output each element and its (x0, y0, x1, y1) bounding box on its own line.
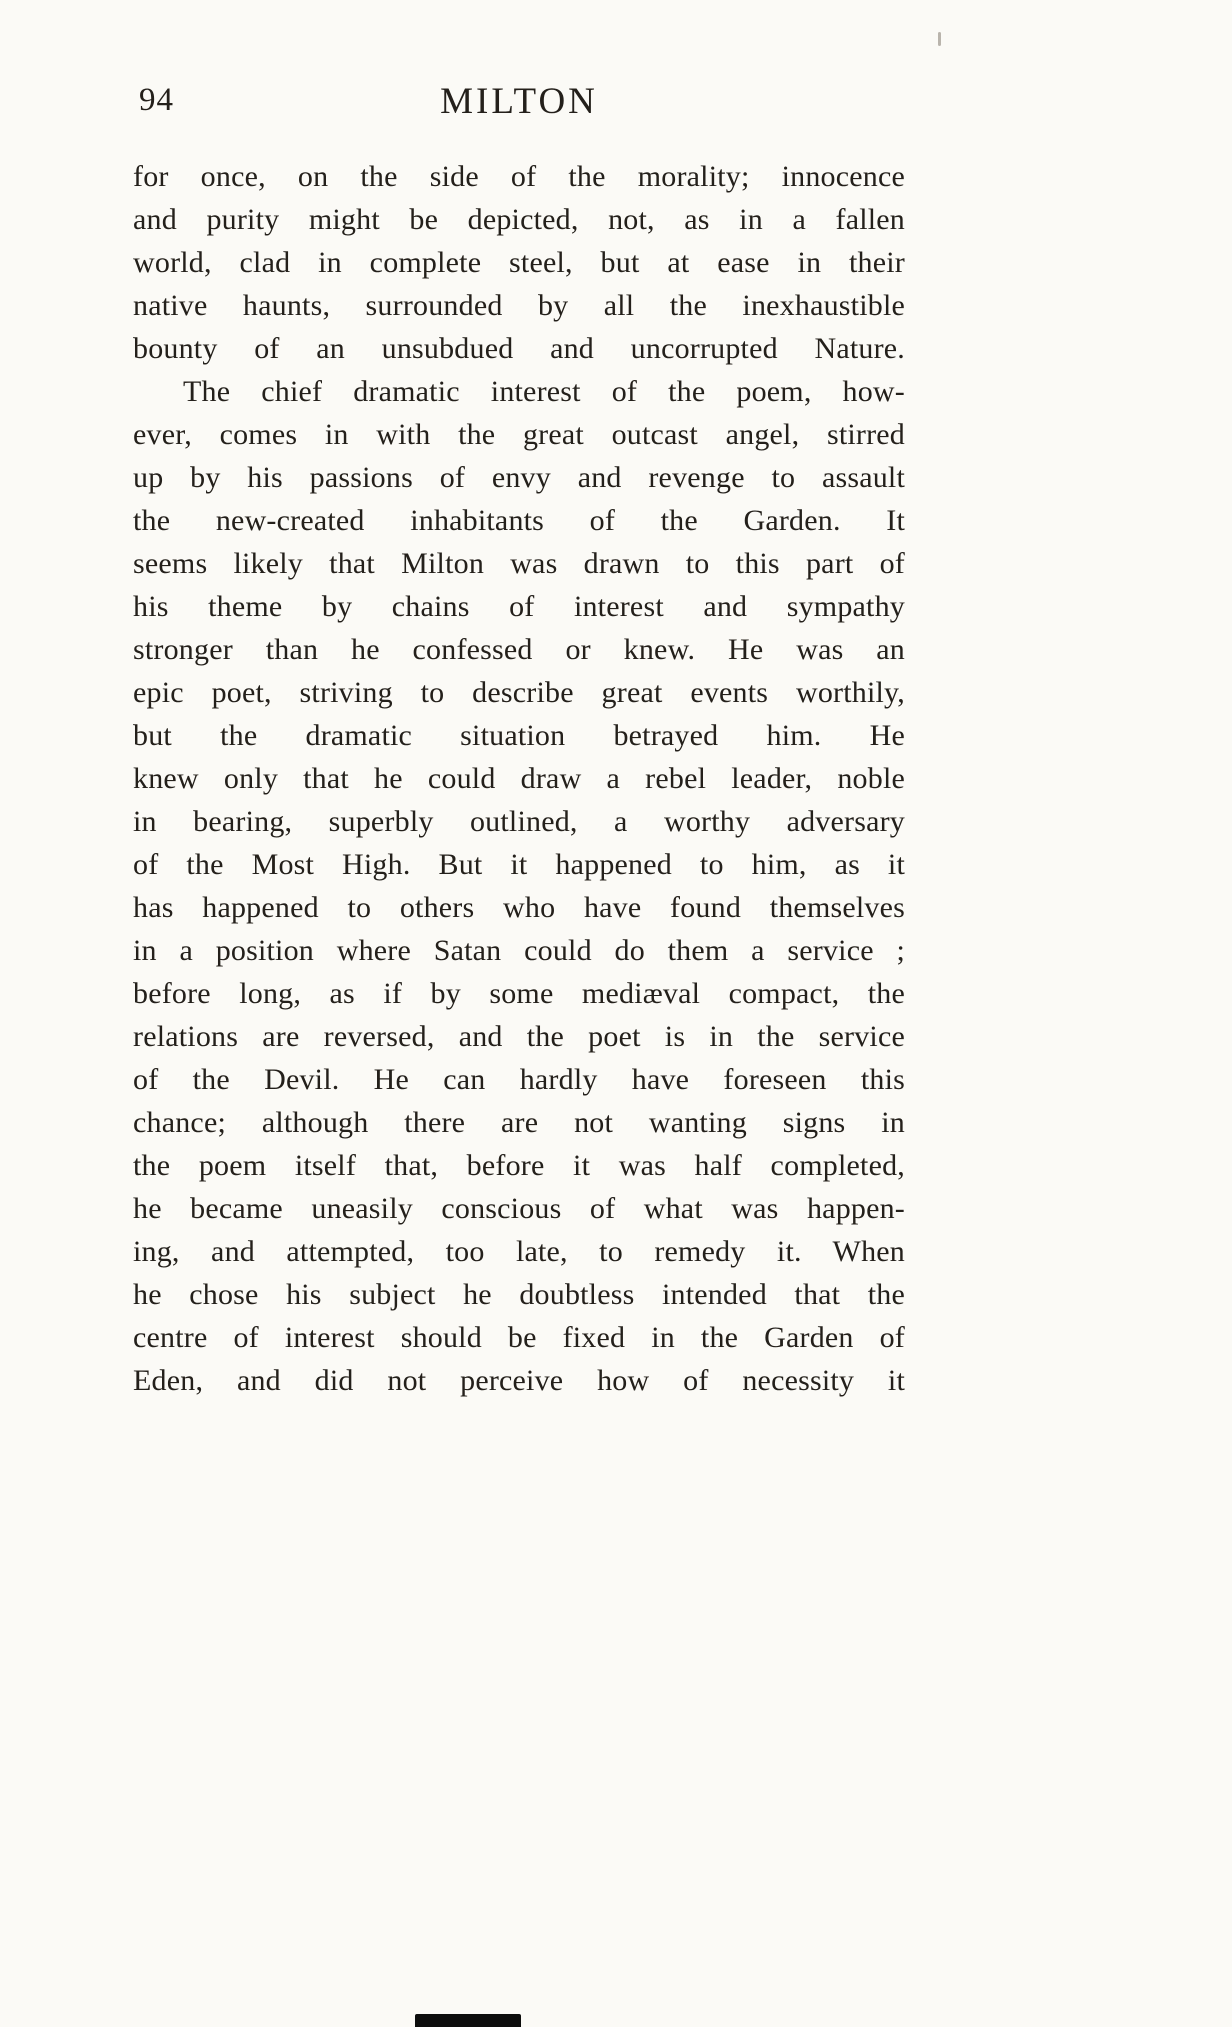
text-line: and purity might be depicted, not, as in a fallen (133, 203, 905, 236)
text-line: for once, on the side of the morality; innocence (133, 160, 905, 193)
text-line: knew only that he could draw a rebel leader, noble (133, 762, 905, 795)
scan-artifact (415, 2014, 521, 2027)
text-line: has happened to others who have found themselves (133, 891, 905, 924)
paragraph (133, 155, 905, 370)
text-line: the new-created inhabitants of the Garden. It (133, 504, 905, 537)
paragraph (133, 370, 905, 1402)
text-line: in a position where Satan could do them a service ; (133, 934, 905, 967)
text-line: native haunts, surrounded by all the inexhaustible (133, 289, 905, 322)
page-header (133, 80, 905, 124)
text-line: but the dramatic situation betrayed him. He (133, 719, 905, 752)
text-line: of the Devil. He can hardly have foreseen this (133, 1063, 905, 1096)
text-line: before long, as if by some mediæval compact, the (133, 977, 905, 1010)
text-line: ing, and attempted, too late, to remedy it. When (133, 1235, 905, 1268)
text-line: bounty of an unsubdued and uncorrupted Nature. (133, 332, 905, 365)
text-line: up by his passions of envy and revenge to assault (133, 461, 905, 494)
page-body (133, 155, 905, 1402)
text-line: seems likely that Milton was drawn to this part of (133, 547, 905, 580)
text-line: epic poet, striving to describe great events worthily, (133, 676, 905, 709)
text-line: stronger than he confessed or knew. He was an (133, 633, 905, 666)
text-line: relations are reversed, and the poet is in the service (133, 1020, 905, 1053)
text-line: he became uneasily conscious of what was happen- (133, 1192, 905, 1225)
scan-speck (938, 32, 941, 46)
text-line: Eden, and did not perceive how of necessity it (133, 1364, 905, 1397)
text-line: world, clad in complete steel, but at ease in their (133, 246, 905, 279)
text-line: his theme by chains of interest and sympathy (133, 590, 905, 623)
running-title: MILTON (440, 81, 598, 122)
text-line: of the Most High. But it happened to him, as it (133, 848, 905, 881)
page-number: 94 (139, 82, 174, 118)
text-line: ever, comes in with the great outcast angel, stirred (133, 418, 905, 451)
text-line: he chose his subject he doubtless intended that the (133, 1278, 905, 1311)
text-line: the poem itself that, before it was half completed, (133, 1149, 905, 1182)
text-line: in bearing, superbly outlined, a worthy adversary (133, 805, 905, 838)
text-line: centre of interest should be fixed in the Garden of (133, 1321, 905, 1354)
text-line: The chief dramatic interest of the poem, how- (183, 375, 905, 408)
text-line: chance; although there are not wanting signs in (133, 1106, 905, 1139)
